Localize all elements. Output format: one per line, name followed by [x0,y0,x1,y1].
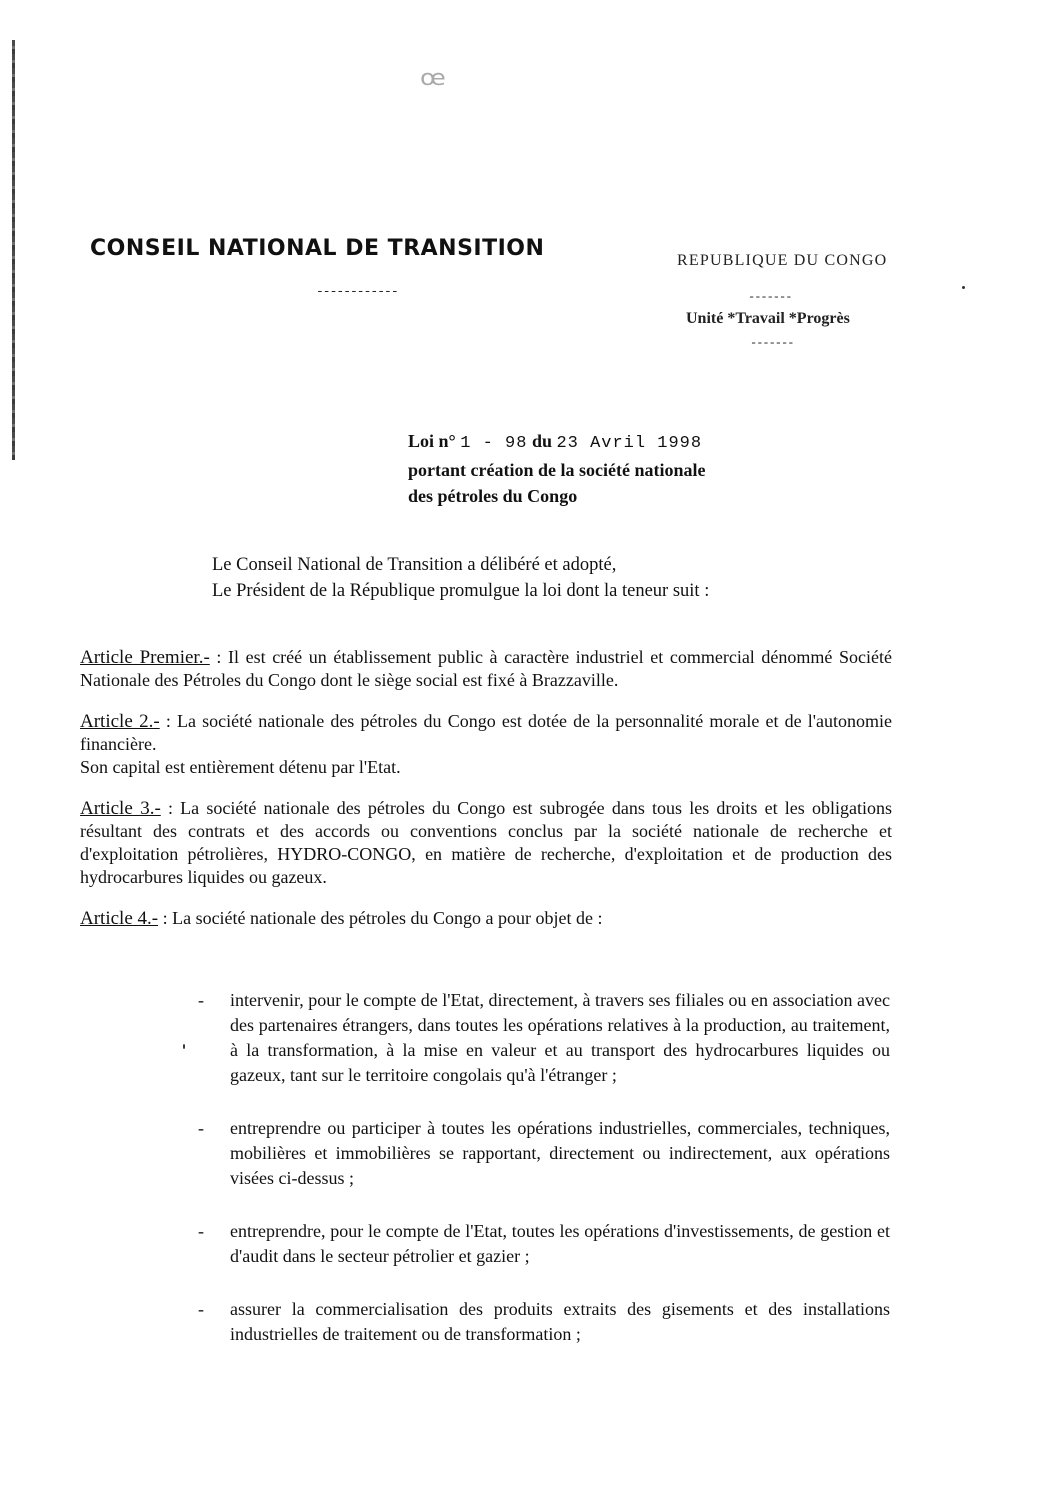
scan-smudge-mark: ꟹ [420,62,448,108]
list-item [198,988,890,1088]
article-text: : La société nationale des pétroles du Congo a pour objet de : [158,908,603,928]
article-4-objects-list [198,988,890,1375]
national-motto: Unité *Travail *Progrès [686,310,850,327]
article-3 [80,797,892,889]
list-item [198,1219,890,1269]
issuing-body-title: CONSEIL NATIONAL DE TRANSITION [90,236,545,261]
republic-divider-bottom: ------- [750,336,794,350]
law-date-prefix: du [527,431,557,451]
article-text: : La société nationale des pétroles du Congo est dotée de la personnalité morale et de l'autonomie financière. [80,711,893,754]
list-item-text: entreprendre ou participer à toutes les opérations industrielles, commerciales, techniques, mobilières et immobilières se rapportant, directement ou indirectement, aux opérations visées ci-dessus ; [230,1118,890,1188]
enactment-preamble [212,552,709,604]
list-item-text: intervenir, pour le compte de l'Etat, directement, à travers ses filiales ou en association avec des partenaires étrangers, dans toutes les opérations relatives à la production, au traitement, à la transformation, à la mise en valeur et au transport des hydrocarbures liquides ou gazeux, tant sur le territoire congolais qu'à l'étranger ; [230,990,890,1085]
articles-section [80,646,892,948]
list-item [198,1297,890,1347]
preamble-line: Le Conseil National de Transition a délibéré et adopté, [212,555,617,575]
law-number-line [408,428,705,457]
article-text: : La société nationale des pétroles du Congo est subrogée dans tous les droits et les obligations résultant des contrats et des accords ou conventions conclus par la société nationale de recherche et d'exploitation pétrolières, HYDRO-CONGO, en matière de recherche, d'exploitation et de production des hydrocarbures liquides ou gazeux. [80,798,892,887]
list-dash: - [198,1118,204,1138]
list-dash: - [198,1221,204,1241]
republic-divider-top: ------- [748,290,792,304]
list-item-text: assurer la commercialisation des produits extraits des gisements et des installations industrielles de traitement ou de transformation ; [230,1299,890,1344]
issuing-body-divider: ------------ [316,284,398,299]
law-heading [408,428,705,509]
law-subject-line: portant création de la société nationale [408,460,706,480]
article-heading: Article 4.- [80,908,159,929]
article-text: Son capital est entièrement détenu par l'Etat. [80,757,401,777]
list-item-text: entreprendre, pour le compte de l'Etat, toutes les opérations d'investissements, de gestion et d'audit dans le secteur pétrolier et gazier ; [230,1221,890,1266]
article-4 [80,907,892,930]
scan-edge-artifact [12,40,15,460]
article-heading: Article 2.- [80,711,160,732]
law-number-prefix: Loi n° [408,431,461,451]
republic-name: REPUBLIQUE DU CONGO [677,252,888,269]
list-dash: - [198,1299,204,1319]
article-heading: Article Premier.- [80,647,210,668]
list-item [198,1116,890,1191]
law-subject-line: des pétroles du Congo [408,486,578,506]
law-date: 23 Avril 1998 [556,434,703,453]
scan-speck [183,1044,185,1049]
list-dash: - [198,990,204,1010]
preamble-line: Le Président de la République promulgue la loi dont la teneur suit : [212,581,710,601]
article-2 [80,710,892,779]
scan-speck [962,286,965,289]
article-premier [80,646,892,692]
law-number: 1 - 98 [460,434,528,453]
article-text: : Il est créé un établissement public à caractère industriel et commercial dénommé Société Nationale des Pétroles du Congo dont le siège social est fixé à Brazzaville. [80,647,892,690]
article-heading: Article 3.- [80,798,161,819]
